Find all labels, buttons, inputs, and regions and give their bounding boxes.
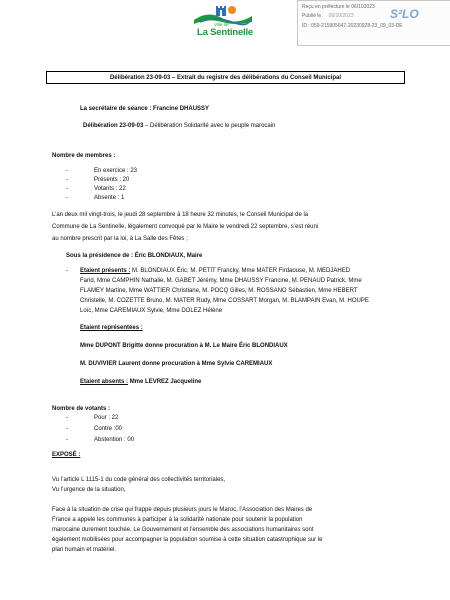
proxy-line: Mme DUPONT Brigitte donne procuration à M. Le Maire Éric BLONDIAUX [80,343,288,349]
stamp-id: ID : 059-215905647-20230928-23_09_03-DE [302,23,403,29]
stamp-received: Reçu en préfecture le 06/102023 [302,4,375,10]
votes-item: - Pour : 22 [66,415,119,421]
expose-line: Vu l’urgence de la situation, [52,487,126,493]
presidency-line: Sous la présidence de : Éric BLONDIAUX, Maire [66,253,203,259]
intro-line: L’an deux mil vingt-trois, le jeudi 28 septembre à 18 heure 32 minutes, le Conseil Municipal de la [52,212,309,218]
deliberation-line [83,123,275,130]
present-label: Etaient présents : [80,268,131,274]
deliberation-title: – Délibération Solidarité avec le peuple marocain [143,123,276,129]
expose-paragraph-line: Face à la situation de crise qui frappe depuis plusieurs jours le Maroc, l’Association des Maires de [52,507,313,513]
present-first-line: - Etaient présents : M. BLONDIAUX Éric, M. PETIT Francky, Mme MATER Firdaouse, M. MEDJAHED [66,268,351,274]
intro-line: Commune de La Sentinelle, légalement convoqué par le Maire le vendredi 22 septembre, s’est réuni [52,224,319,230]
proxy-line: M. DUVIVIER Laurent donne procuration à Mme Sylvie CAREMIAUX [80,361,273,367]
members-heading: Nombre de membres : [52,153,116,159]
s2lo-logo: S²LO [390,7,419,21]
present-line: Farid, Mme CAMPHIN Nathalie, M. GABET Jérémy, Mme DHAUSSY Francine, M. PENAUD Patrick, Mme [80,278,362,284]
expose-paragraph-line: France a appelé les communes à participer à la solidarité nationale pour soutenir la population [52,517,303,523]
absent-label: Etaient absents : [80,379,129,385]
secretary-line: La secrétaire de séance : Francine DHAUSSY [80,106,210,112]
logo-sun-icon [228,6,236,14]
expose-paragraph-line: également mobilisées pour accompagner la population soumise à cette situation catastrophique sur le [52,537,323,543]
stamp-published-date: 06/10/2023 [328,13,354,19]
document-title: Délibération 23-09-03 – Extrait du registre des délibérations du Conseil Municipal [109,74,342,81]
header-box [46,71,405,84]
present-line: FLAMEY Martine, Mme WATTIER Christiane, M. POCQ Gilles, M. ROSSANO Sébastien, Mme HEBERT [80,288,358,294]
logo-title: La Sentinelle [197,27,254,38]
stamp-published-label: Publié le [302,13,322,19]
intro-line: au nombre prescrit par la loi, à La Salle des Fêtes ; [52,236,188,242]
logo-subtitle: Ville de [214,22,229,27]
absent-line [80,379,201,386]
stamp-published [302,13,354,19]
expose-paragraph-line: plan humain et matériel. [52,547,117,553]
votes-item: - Contre :00 [66,426,123,432]
represented-label: Etaient représentées : [80,325,143,331]
members-item: - Votants : 22 [66,186,126,192]
prefecture-stamp [297,0,450,46]
expose-paragraph-line: marocaine durement touchée. Le Gouvernement et l’ensemble des associations humanitaires sont [52,527,314,533]
members-item: - Absente : 1 [66,195,125,201]
members-item: - Présents : 20 [66,177,130,183]
votes-heading: Nombre de votants : [52,406,111,412]
members-item: - En exercice : 23 [66,168,138,174]
expose-heading: EXPOSÉ : [52,452,81,458]
present-line: Christelle, M. COZETTE Bruno, M. MATER Rudy, Mme COSSART Morgan, M. BLAMPAIN Evan, M. HOUPE [80,298,369,304]
logo-tower-icon [216,6,226,16]
expose-line: Vu l’article L 1115-1 du code général des collectivités territoriales, [52,477,226,483]
deliberation-label: Délibération 23-09-03 [83,123,144,129]
votes-item: - Abstention : 00 [66,437,135,443]
present-line: Loïc, Mme CAREMIAUX Sylvie, Mme DOLEZ Hélène [80,308,223,314]
absent-value: Mme LEVREZ Jacqueline [129,379,202,385]
